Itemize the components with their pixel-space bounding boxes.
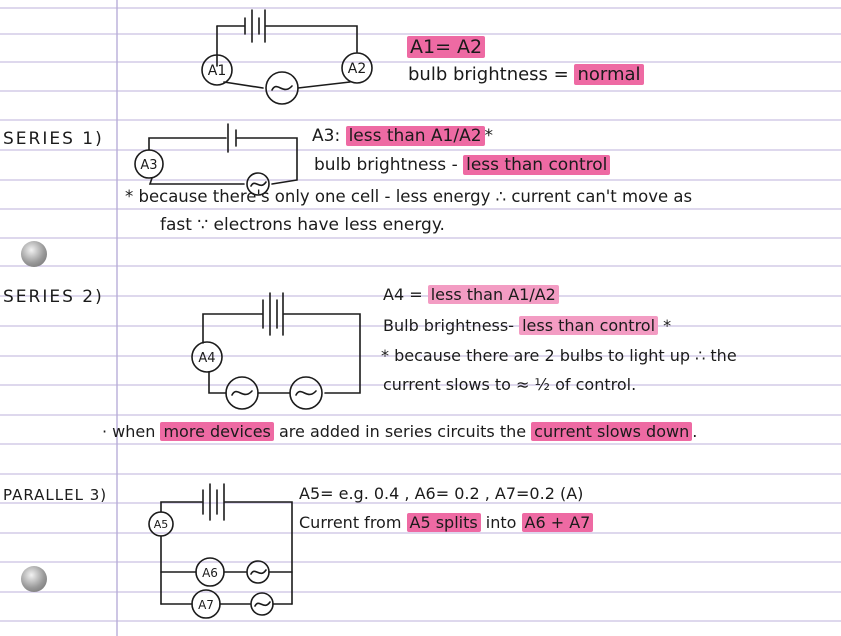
- series2-meter-a4: A4: [198, 351, 216, 366]
- series2-summary-highlight-current: current slows down: [531, 422, 692, 441]
- series2-brightness-value: less than control: [519, 316, 658, 335]
- series1-brightness-line: [314, 157, 610, 174]
- control-brightness-label: bulb brightness =: [408, 64, 575, 85]
- parallel3-split-line: [299, 515, 593, 531]
- control-meter-a1: A1: [207, 63, 227, 79]
- series1-note-line2: fast ∵ electrons have less energy.: [160, 215, 445, 235]
- control-meter-a2: A2: [347, 61, 367, 77]
- control-equation-text: A1= A2: [407, 36, 485, 58]
- series2-reading-value: less than A1/A2: [428, 285, 559, 304]
- series1-meter-a3: A3: [140, 158, 158, 173]
- series2-brightness-line: [383, 318, 671, 334]
- series2-summary-start: · when: [102, 422, 161, 441]
- parallel3-circuit-diagram: [149, 484, 292, 618]
- parallel3-meter-a5: A5: [153, 518, 169, 531]
- parallel3-split-highlight-a6-a7: A6 + A7: [522, 513, 594, 532]
- series1-brightness-value: less than control: [463, 155, 610, 175]
- series2-note-line1: * because there are 2 bulbs to light up ∴ the: [381, 346, 737, 365]
- control-circuit-diagram: [202, 10, 372, 104]
- parallel3-split-highlight-a5: A5 splits: [407, 513, 481, 532]
- series1-brightness-label: bulb brightness -: [314, 155, 464, 175]
- parallel3-readings: A5= e.g. 0.4 , A6= 0.2 , A7=0.2 (A): [299, 484, 584, 503]
- series2-summary-highlight-devices: more devices: [160, 422, 273, 441]
- series2-note-line2: current slows to ≈ ½ of control.: [383, 375, 637, 394]
- series1-reading-line: [312, 128, 493, 145]
- series2-summary: [102, 424, 697, 440]
- series2-circuit-diagram: [192, 293, 360, 409]
- series1-note-line1: * because there's only one cell - less energy ∴ current can't move as: [125, 187, 693, 206]
- control-brightness-line: [408, 66, 644, 84]
- parallel3-split-mid: into: [480, 513, 522, 532]
- series1-reading-mark: *: [484, 126, 494, 146]
- series2-brightness-label: Bulb brightness-: [383, 316, 520, 335]
- series1-reading-value: less than A1/A2: [346, 126, 485, 146]
- parallel3-heading: PARALLEL 3): [3, 486, 108, 504]
- control-equation: [407, 38, 485, 57]
- parallel3-meter-a7: A7: [198, 598, 214, 612]
- series2-brightness-mark: *: [658, 316, 672, 335]
- series1-heading: SERIES 1): [3, 129, 104, 149]
- punch-hole-bottom: [21, 566, 47, 592]
- series1-reading-label: A3:: [312, 126, 346, 146]
- parallel3-split-label: Current from: [299, 513, 407, 532]
- punch-hole-top: [21, 241, 47, 267]
- series2-summary-mid: are added in series circuits the: [273, 422, 532, 441]
- series1-circuit-diagram: [135, 124, 297, 195]
- series2-reading-line: [383, 287, 559, 303]
- series2-heading: SERIES 2): [3, 287, 104, 307]
- series2-reading-label: A4 =: [383, 285, 428, 304]
- series2-summary-end: .: [692, 422, 698, 441]
- parallel3-meter-a6: A6: [202, 566, 218, 580]
- control-brightness-value: normal: [574, 64, 643, 85]
